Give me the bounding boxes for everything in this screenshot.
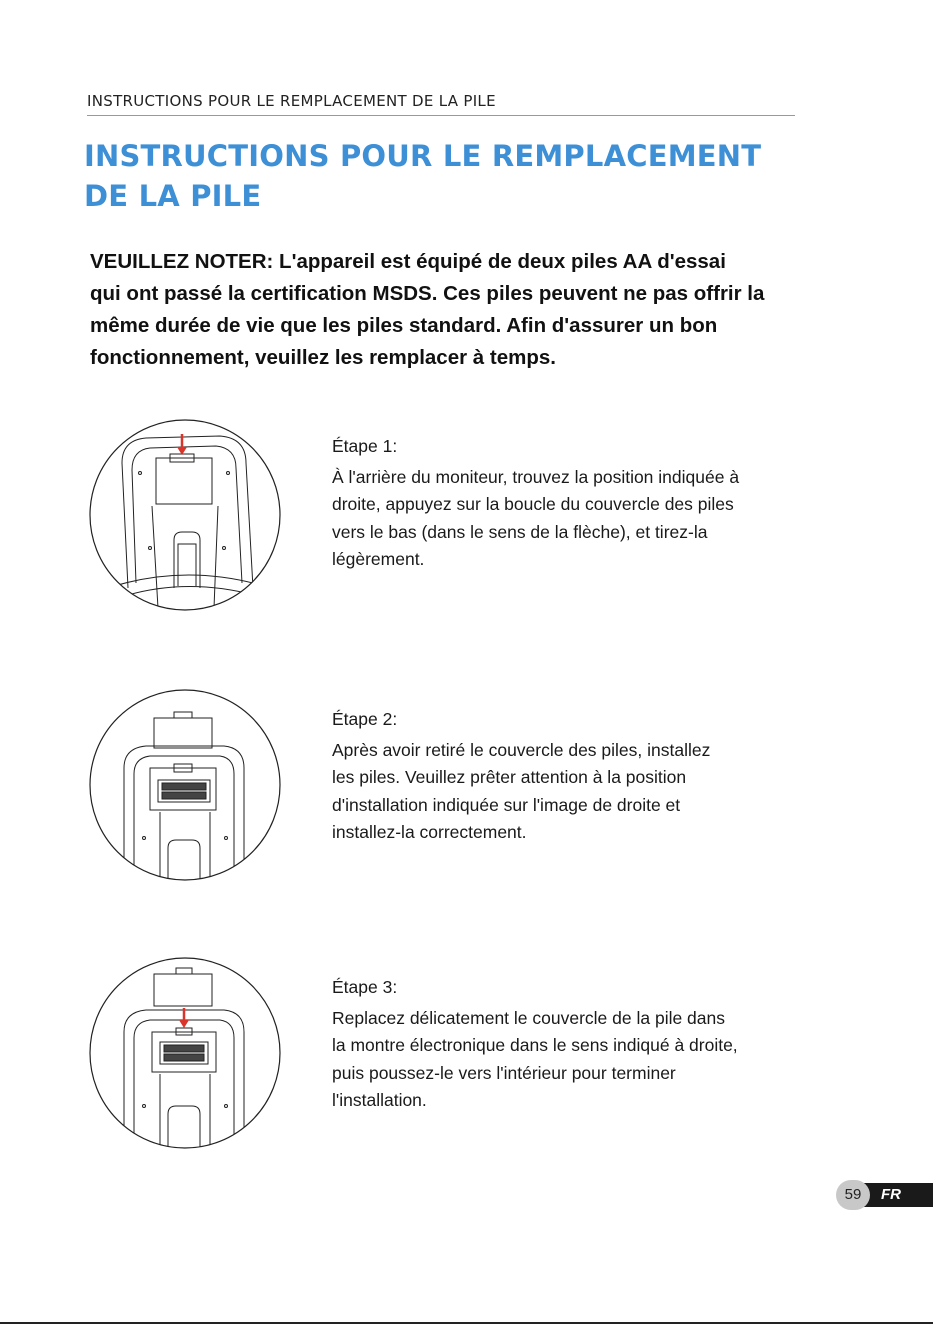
step-1-text — [332, 433, 832, 574]
step-3-line: l'installation. — [332, 1090, 427, 1110]
page-title-line-2: DE LA PILE — [84, 179, 262, 213]
step-2-line: d'installation indiquée sur l'image de droite et — [332, 794, 681, 815]
step-3-line: puis poussez-le vers l'intérieur pour terminer — [332, 1062, 676, 1083]
step-1-line: vers le bas (dans le sens de la flèche), et tirez-la — [332, 521, 708, 542]
step-1-illustration — [88, 418, 282, 612]
note-line-2: qui ont passé la certification MSDS. Ces piles peuvent ne pas offrir la — [90, 282, 765, 305]
header-divider — [87, 115, 795, 116]
step-2-title: Étape 2: — [332, 709, 398, 729]
step-1-title: Étape 1: — [332, 436, 398, 456]
note-line-3: même durée de vie que les piles standard. Afin d'assurer un bon — [90, 314, 718, 337]
step-2-line: les piles. Veuillez prêter attention à la position — [332, 767, 687, 787]
step-3-illustration — [88, 956, 282, 1150]
note-paragraph — [90, 246, 850, 374]
step-1-line: légèrement. — [332, 549, 425, 569]
running-header: INSTRUCTIONS POUR LE REMPLACEMENT DE LA PILE — [87, 92, 496, 110]
note-line-4: fonctionnement, veuillez les remplacer à temps. — [90, 346, 556, 369]
page-title — [84, 136, 761, 216]
page-number: 59 — [836, 1180, 870, 1210]
step-3-line: Replacez délicatement le couvercle de la pile dans — [332, 1007, 726, 1028]
step-1-line: À l'arrière du moniteur, trouvez la position indiquée à — [332, 466, 740, 487]
step-3-line: la montre électronique dans le sens indiqué à droite, — [332, 1035, 738, 1055]
language-tab: FR — [852, 1183, 933, 1207]
step-3-title: Étape 3: — [332, 977, 398, 997]
step-3-text — [332, 974, 832, 1115]
step-2-line: installez-la correctement. — [332, 822, 527, 842]
step-2-line: Après avoir retiré le couvercle des piles, installez — [332, 739, 711, 760]
step-2-text — [332, 706, 832, 847]
step-2-illustration — [88, 688, 282, 882]
page-title-line-1: INSTRUCTIONS POUR LE REMPLACEMENT — [84, 139, 762, 173]
note-line-1: VEUILLEZ NOTER: L'appareil est équipé de deux piles AA d'essai — [90, 250, 726, 273]
step-1-line: droite, appuyez sur la boucle du couvercle des piles — [332, 494, 734, 514]
